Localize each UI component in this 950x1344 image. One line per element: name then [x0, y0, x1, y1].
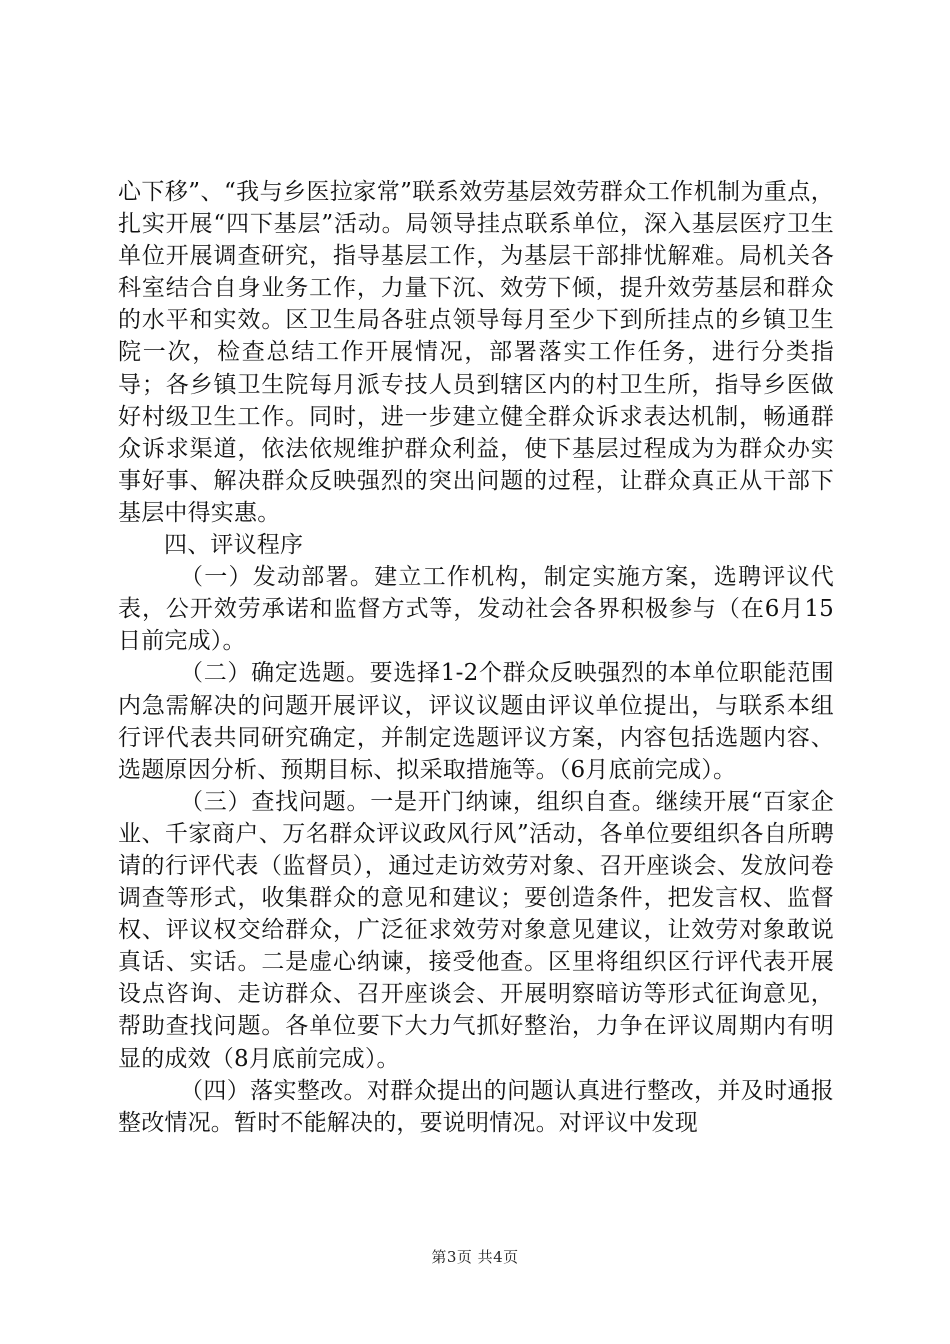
paragraph-continuation: 心下移”、“我与乡医拉家常”联系效劳基层效劳群众工作机制为重点，扎实开展“四下基层”活动。局领导挂点联系单位，深入基层医疗卫生单位开展调查研究，指导基层工作，为基层干部排忧解难。局机关各科室结合自身业务工作，力量下沉、效劳下倾，提升效劳基层和群众的水平和实效。区卫生局各驻点领导每月至少下到所挂点的乡镇卫生院一次，检查总结工作开展情况，部署落实工作任务，进行分类指导；各乡镇卫生院每月派专技人员到辖区内的村卫生所，指导乡医做好村级卫生工作。同时，进一步建立健全群众诉求表达机制，畅通群众诉求渠道，依法依规维护群众利益，使下基层过程成为为群众办实事好事、解决群众反映强烈的突出问题的过程，让群众真正从干部下基层中得实惠。 [118, 179, 834, 526]
section-heading-review-procedure: 四、评议程序 [164, 532, 304, 559]
page-number-footer: 第3页 共4页 [431, 1248, 519, 1266]
paragraph-step-rectification: （四）落实整改。对群众提出的问题认真进行整改，并及时通报整改情况。暂时不能解决的，要说明情况。对评议中发现 [118, 1077, 834, 1136]
document-body [118, 176, 834, 1139]
paragraph-step-topic-selection: （二）确定选题。要选择1-2个群众反映强烈的本单位职能范围内急需解决的问题开展评议，评议议题由评议单位提出，与联系本组行评代表共同研究确定，并制定选题评议方案，内容包括选题内容、选题原因分析、预期目标、拟采取措施等。（6月底前完成）。 [118, 660, 834, 783]
paragraph-step-mobilize: （一）发动部署。建立工作机构，制定实施方案，选聘评议代表，公开效劳承诺和监督方式等，发动社会各界积极参与（在6月15日前完成）。 [118, 564, 834, 655]
paragraph-step-find-problems: （三）查找问题。一是开门纳谏，组织自查。继续开展“百家企业、千家商户、万名群众评议政风行风”活动，各单位要组织各自所聘请的行评代表（监督员），通过走访效劳对象、召开座谈会、发放问卷调查等形式，收集群众的意见和建议；要创造条件，把发言权、监督权、评议权交给群众，广泛征求效劳对象意见建议，让效劳对象敢说真话、实话。二是虚心纳谏，接受他查。区里将组织区行评代表开展设点咨询、走访群众、召开座谈会、开展明察暗访等形式征询意见，帮助查找问题。各单位要下大力气抓好整治，力争在评议周期内有明显的成效（8月底前完成）。 [118, 788, 834, 1072]
